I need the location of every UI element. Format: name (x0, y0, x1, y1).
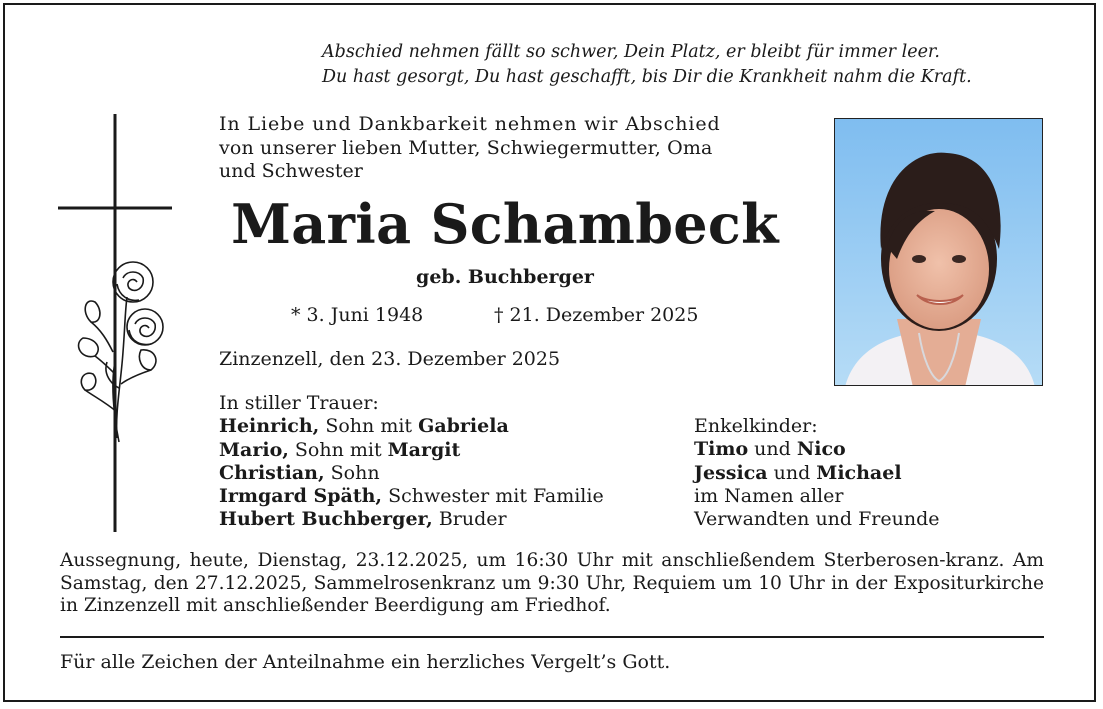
mourner-entry: Irmgard Späth, Schwester mit Familie (219, 485, 604, 508)
closing-line-1: im Namen aller (694, 484, 844, 507)
mourner-entry: Christian, Sohn (219, 461, 380, 484)
death-date: † 21. Dezember 2025 (494, 304, 699, 326)
mourners-heading: In stiller Trauer: (219, 392, 379, 414)
grandchildren-pair: Jessica und Michael (694, 461, 902, 484)
cross-with-roses-icon (55, 112, 175, 534)
closing-line-2: Verwandten und Freunde (694, 508, 940, 531)
maiden-name: geb. Buchberger (416, 266, 594, 288)
thanks-line: Für alle Zeichen der Anteilnahme ein herzliches Vergelt’s Gott. (60, 651, 671, 673)
intro-line-1: In Liebe und Dankbarkeit nehmen wir Abschied (219, 113, 721, 135)
grandchildren-list (694, 415, 940, 531)
portrait-photo (834, 118, 1043, 386)
grandchildren-heading: Enkelkinder: (694, 415, 818, 437)
deceased-name: Maria Schambeck (231, 192, 779, 256)
motto-line-1: Abschied nehmen fällt so schwer, Dein Platz, er bleibt für immer leer. (322, 42, 940, 62)
place-and-date: Zinzenzell, den 23. Dezember 2025 (219, 348, 561, 370)
service-details: Aussegnung, heute, Dienstag, 23.12.2025, um 16:30 Uhr mit anschließendem Sterberosen-kranz. Am Samstag, den 27.12.2025, Sammelrosenkranz um 9:30 Uhr, Requiem um 10 Uhr in der Expositurkirche in Zinzenzell mit anschließender Beerdigung am Friedhof. (60, 550, 1044, 616)
mourner-entry: Mario, Sohn mit Margit (219, 438, 461, 461)
intro-line-3: und Schwester (219, 160, 363, 182)
intro-line-2: von unserer lieben Mutter, Schwiegermutter, Oma (219, 136, 713, 159)
motto-line-2: Du hast gesorgt, Du hast geschafft, bis Dir die Krankheit nahm die Kraft. (322, 67, 972, 87)
birth-date: * 3. Juni 1948 (291, 304, 424, 326)
intro-text (219, 113, 791, 184)
grandchildren-pair: Timo und Nico (694, 438, 846, 461)
divider (60, 636, 1044, 638)
mourners-list (219, 392, 604, 532)
mourner-entry: Heinrich, Sohn mit Gabriela (219, 415, 509, 438)
mourner-entry: Hubert Buchberger, Bruder (219, 508, 507, 531)
